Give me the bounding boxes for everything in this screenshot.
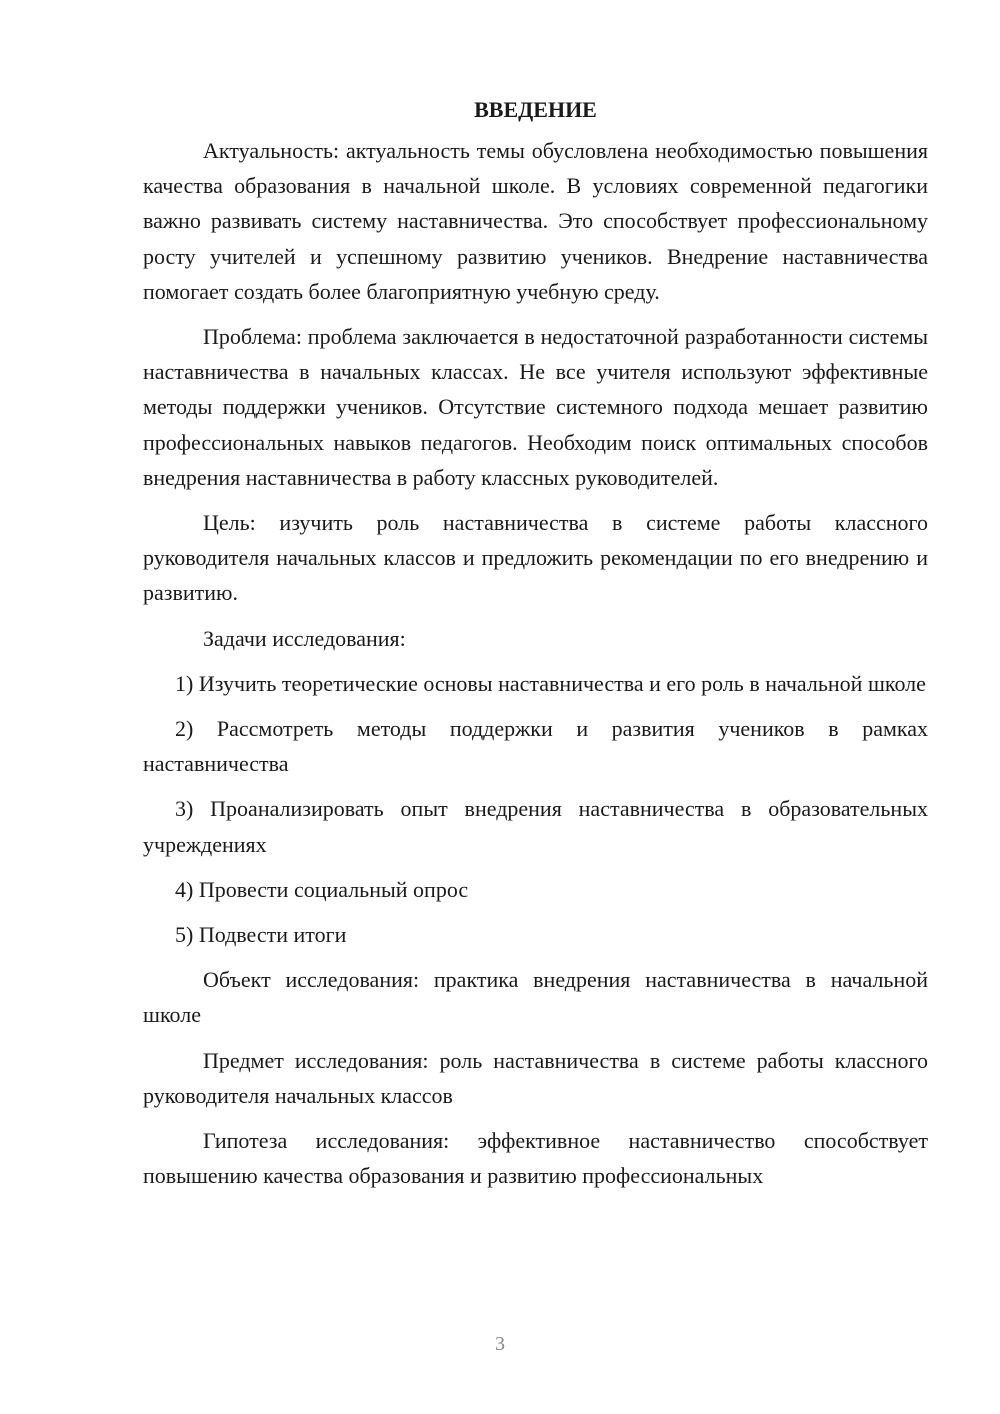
object-paragraph: Объект исследования: практика внедрения наставничества в начальной школе <box>143 967 928 1028</box>
task-item-1: 1) Изучить теоретические основы наставничества и его роль в начальной школе <box>175 670 926 696</box>
hypothesis-paragraph: Гипотеза исследования: эффективное наставничество способствует повышению качества образования и развитию профессиональных <box>143 1128 928 1189</box>
task-item-3: 3) Проанализировать опыт внедрения наставничества в образовательных учреждениях <box>143 796 928 857</box>
subject-paragraph: Предмет исследования: роль наставничества в системе работы классного руководителя начальных классов <box>143 1047 928 1108</box>
goal-paragraph: Цель: изучить роль наставничества в системе работы классного руководителя начальных классов и предложить рекомендации по его внедрению и развитию. <box>143 510 928 606</box>
task-item-2: 2) Рассмотреть методы поддержки и развития учеников в рамках наставничества <box>143 716 928 777</box>
page-number: 3 <box>495 1333 505 1355</box>
section-title: ВВЕДЕНИЕ <box>474 97 597 122</box>
problem-paragraph: Проблема: проблема заключается в недостаточной разработанности системы наставничества в начальных классах. Не все учителя используют эффективные методы поддержки учеников. Отсутствие системного подхода мешает развитию профессиональных навыков педагогов. Необходим поиск оптимальных способов внедрения наставничества в работу классных руководителей. <box>143 324 928 490</box>
relevance-paragraph: Актуальность: актуальность темы обусловлена необходимостью повышения качества образования в начальной школе. В условиях современной педагогики важно развивать систему наставничества. Это способствует профессиональному росту учителей и успешному развитию учеников. Внедрение наставничества помогает создать более благоприятную учебную среду. <box>143 138 928 304</box>
task-item-5: 5) Подвести итоги <box>175 922 347 948</box>
tasks-heading: Задачи исследования: <box>203 625 406 651</box>
task-item-4: 4) Провести социальный опрос <box>175 876 469 902</box>
document-page <box>143 92 928 1203</box>
